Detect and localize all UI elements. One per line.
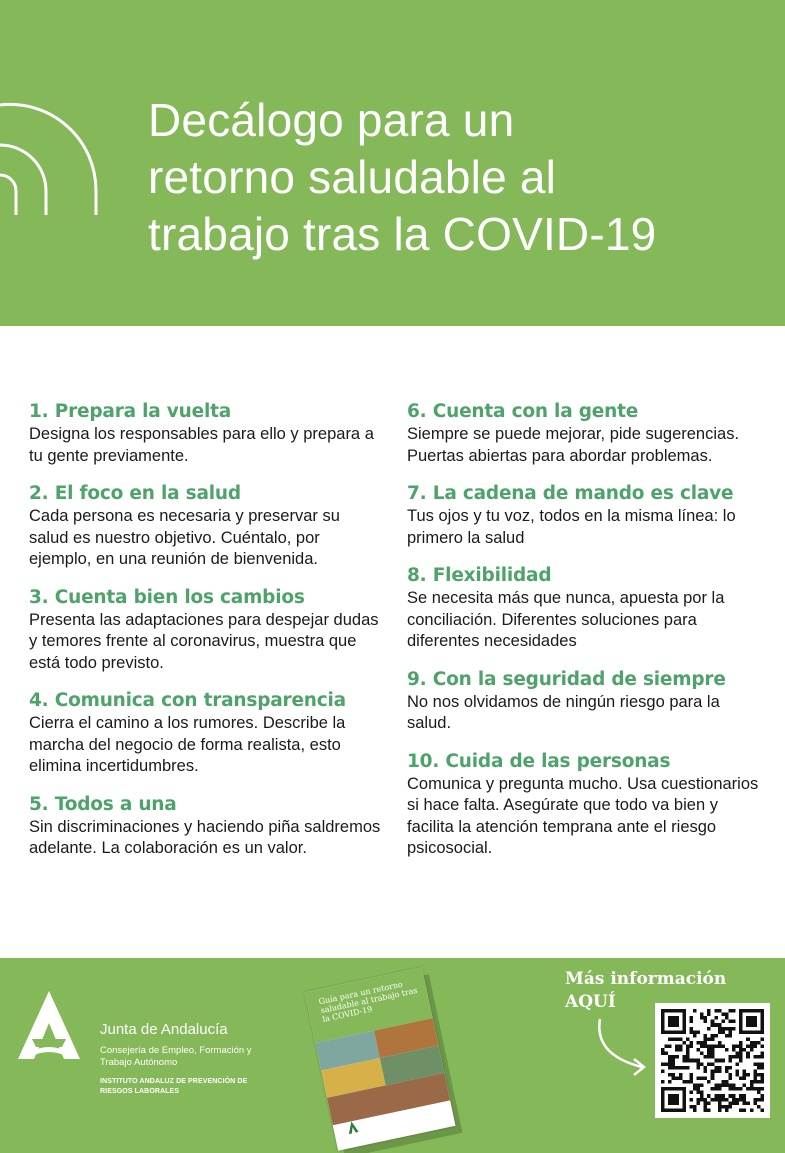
left-column bbox=[29, 400, 381, 875]
item-title: 6. Cuenta con la gente bbox=[407, 401, 639, 422]
booklet-logo-icon bbox=[346, 1120, 358, 1134]
junta-andalucia-logo-icon bbox=[18, 991, 80, 1059]
item-title: 1. Prepara la vuelta bbox=[29, 401, 232, 422]
list-item bbox=[407, 750, 767, 860]
item-text: Sin discriminaciones y haciendo piña saldremos adelante. La colaboración es un valor. bbox=[29, 817, 381, 857]
curved-arrow-icon bbox=[590, 1015, 655, 1080]
title-line-3: trabajo tras la COVID-19 bbox=[148, 208, 657, 260]
qr-code-icon bbox=[661, 1009, 764, 1112]
logo-name: Junta de Andalucía bbox=[100, 1021, 228, 1038]
concentric-arcs-icon bbox=[0, 95, 110, 215]
item-text: Se necesita más que nunca, apuesta por la conciliación. Diferentes soluciones para diferentes necesidades bbox=[407, 589, 725, 650]
title-line-2: retorno saludable al bbox=[148, 151, 557, 203]
right-column bbox=[407, 400, 767, 875]
more-info-line-1: Más información bbox=[565, 969, 727, 989]
item-text: Cierra el camino a los rumores. Describe la marcha del negocio de forma realista, esto elimina incertidumbres. bbox=[29, 714, 346, 775]
item-title: 2. El foco en la salud bbox=[29, 483, 241, 504]
list-item bbox=[29, 793, 381, 860]
item-text: Comunica y pregunta mucho. Usa cuestionarios si hace falta. Asegúrate que todo va bien y facilita la atención temprana ante el riesgo psicosocial. bbox=[407, 774, 759, 857]
item-title: 8. Flexibilidad bbox=[407, 565, 552, 586]
item-text: Cada persona es necesaria y preservar su salud es nuestro objetivo. Cuéntalo, por ejemplo, en una reunión de bienvenida. bbox=[29, 507, 340, 568]
item-text: Siempre se puede mejorar, pide sugerencias. Puertas abiertas para abordar problemas. bbox=[407, 425, 740, 465]
header-banner bbox=[0, 0, 785, 326]
list-item bbox=[407, 400, 767, 467]
item-title: 9. Con la seguridad de siempre bbox=[407, 668, 726, 690]
title-line-1: Decálogo para un bbox=[148, 94, 515, 146]
department-name: Consejería de Empleo, Formación y Trabajo Autónomo bbox=[100, 1045, 252, 1068]
item-title: 10. Cuida de las personas bbox=[407, 750, 671, 772]
list-item bbox=[407, 668, 767, 735]
item-text: No nos olvidamos de ningún riesgo para la salud. bbox=[407, 692, 720, 732]
item-title: 3. Cuenta bien los cambios bbox=[29, 586, 305, 608]
qr-code[interactable] bbox=[655, 1003, 770, 1118]
list-item bbox=[29, 482, 381, 571]
item-title: 7. La cadena de mando es clave bbox=[407, 483, 734, 504]
list-item bbox=[407, 482, 767, 549]
item-text: Presenta las adaptaciones para despejar dudas y temores frente al coronavirus, muestra que está todo previsto. bbox=[29, 610, 379, 672]
list-item bbox=[407, 564, 767, 653]
list-item bbox=[29, 400, 381, 467]
item-title: 5. Todos a una bbox=[29, 793, 177, 815]
booklet-title: Guía para un retorno saludable al trabajo tras la COVID-19 bbox=[317, 979, 419, 1024]
item-text: Tus ojos y tu voz, todos en la misma línea: lo primero la salud bbox=[407, 507, 736, 547]
item-title: 4. Comunica con transparencia bbox=[29, 690, 346, 711]
list-item bbox=[29, 586, 381, 675]
list-item bbox=[29, 689, 381, 778]
institute-name: INSTITUTO ANDALUZ DE PREVENCIÓN DE RIESGOS LABORALES bbox=[100, 1078, 248, 1095]
item-text: Designa los responsables para ello y prepara a tu gente previamente. bbox=[29, 425, 374, 465]
page-title bbox=[148, 92, 768, 263]
more-info-line-2: AQUÍ bbox=[565, 992, 616, 1012]
